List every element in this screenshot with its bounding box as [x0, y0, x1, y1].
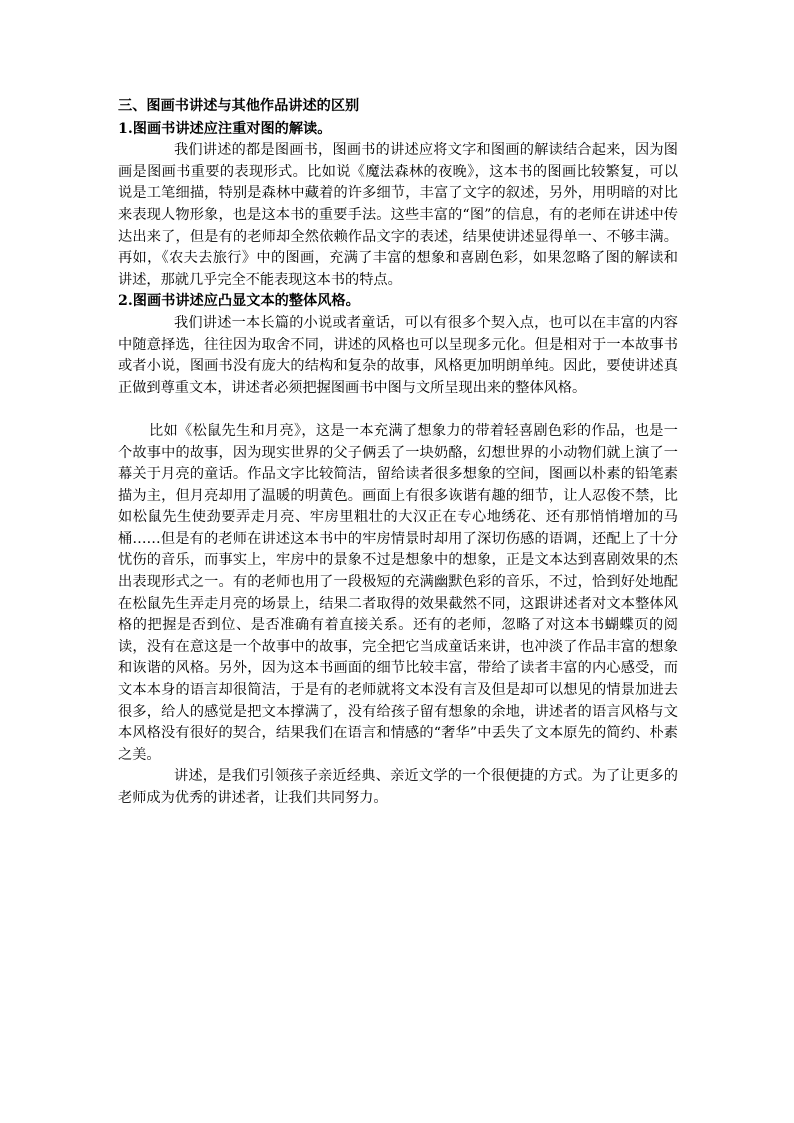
section-title: 三、图画书讲述与其他作品讲述的区别 — [118, 98, 360, 114]
paragraph-3: 比如《松鼠先生和月亮》，这是一本充满了想象力的带着轻喜剧色彩的作品，也是一个故事中的故事，因为现实世界的父子俩丢了一块奶酪，幻想世界的小动物们就上演了一幕关于月亮的童话。作品文字比较简洁，留给读者很多想象的空间，图画以朴素的铅笔素描为主，但月亮却用了温暖的明黄色。画面上有很多诙谐有趣的细节，让人忍俊不禁，比如松鼠先生使劲要弄走月亮、牢房里粗壮的大汉正在专心地绣花、还有那悄悄增加的马桶……但是有的老师在讲述这本书中的牢房情景时却用了深切伤感的语调，还配上了十分忧伤的音乐，而事实上，牢房中的景象不过是想象中的想象，正是文本达到喜剧效果的杰出表现形式之一。有的老师也用了一段极短的充满幽默色彩的音乐，不过，恰到好处地配在松鼠先生弄走月亮的场景上，结果二者取得的效果截然不同，这跟讲述者对文本整体风格的把握是否到位、是否准确有着直接关系。还有的老师，忽略了对这本书蝴蝶页的阅读，没有在意这是一个故事中的故事，完全把它当成童话来讲，也冲淡了作品丰富的想象和诙谐的风格。另外，因为这本书画面的细节比较丰富，带给了读者丰富的内心感受，而文本本身的语言却很简洁，于是有的老师就将文本没有言及但是却可以想见的情景加进去很多，给人的感觉是把文本撑满了，没有给孩子留有想象的余地，讲述者的语言风格与文本风格没有很好的契合，结果我们在语言和情感的“奢华”中丢失了文本原先的简约、朴素之美。 — [118, 422, 678, 763]
subsection-title-1: 1.图画书讲述应注重对图的解读。 — [118, 120, 332, 137]
document-page — [118, 96, 678, 810]
paragraph-4: 讲述，是我们引领孩子亲近经典、亲近文学的一个很便捷的方式。为了让更多的老师成为优秀的讲述者，让我们共同努力。 — [118, 768, 678, 806]
paragraph-spacer — [118, 399, 678, 421]
paragraph-2: 我们讲述一本长篇的小说或者童话，可以有很多个契入点，也可以在丰富的内容中随意择选，往往因为取舍不同，讲述的风格也可以呈现多元化。但是相对于一本故事书或者小说，图画书没有庞大的结构和复杂的故事，风格更加明朗单纯。因此，要使讲述真正做到尊重文本，讲述者必须把握图画书中图与文所呈现出来的整体风格。 — [118, 314, 678, 396]
subsection-title-2: 2.图画书讲述应凸显文本的整体风格。 — [118, 293, 360, 310]
paragraph-1: 我们讲述的都是图画书，图画书的讲述应将文字和图画的解读结合起来，因为图画是图画书重要的表现形式。比如说《魔法森林的夜晚》，这本书的图画比较繁复，可以说是工笔细描，特别是森林中藏着的许多细节，丰富了文字的叙述，另外，用明暗的对比来表现人物形象，也是这本书的重要手法。这些丰富的“图”的信息，有的老师在讲述中传达出来了，但是有的老师却全然依赖作品文字的表述，结果使讲述显得单一、不够丰满。再如，《农夫去旅行》中的图画，充满了丰富的想象和喜剧色彩，如果忽略了图的解读和讲述，那就几乎完全不能表现这本书的特点。 — [118, 142, 678, 288]
